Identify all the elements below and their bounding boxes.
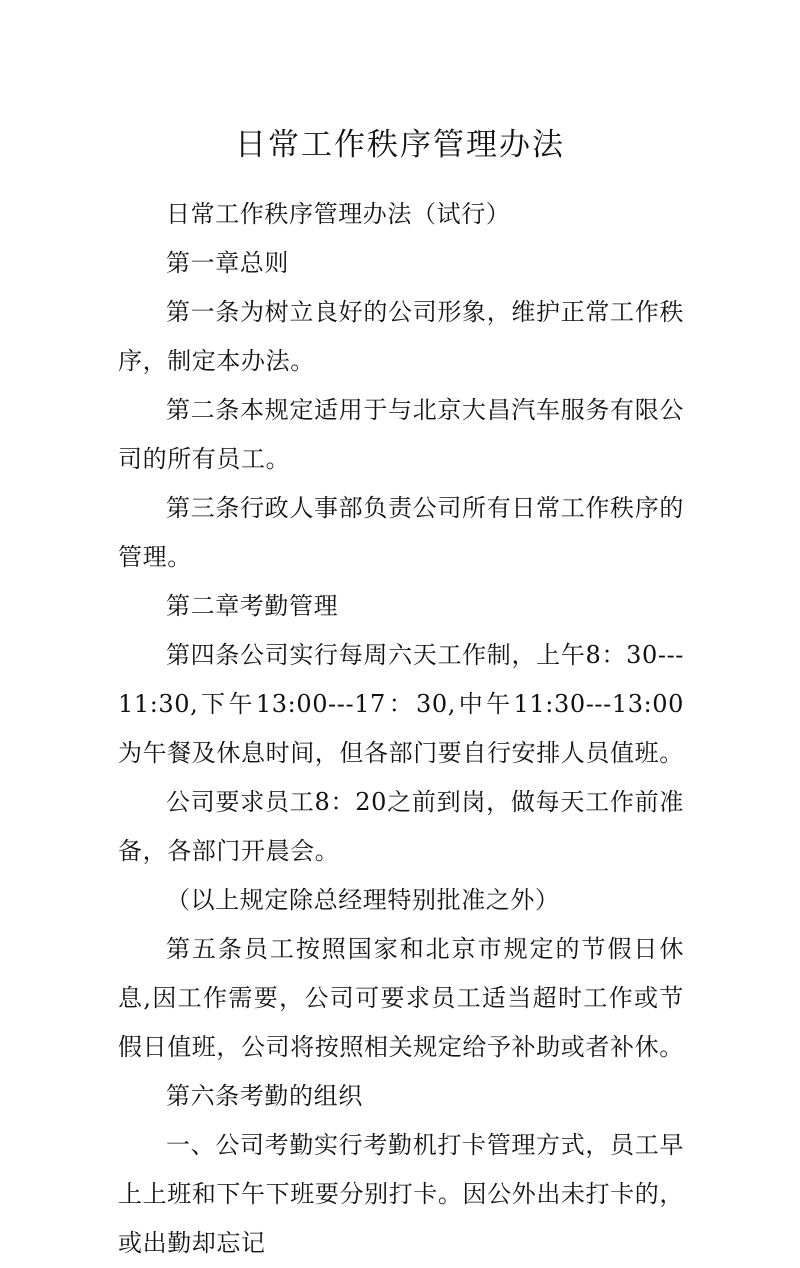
paragraph-subtitle: 日常工作秩序管理办法（试行） <box>166 200 511 228</box>
paragraph-exception-note: （以上规定除总经理特别批准之外） <box>166 886 560 914</box>
paragraph-article-1: 第一条为树立良好的公司形象，维护正常工作秩序，制定本办法。 <box>118 298 684 375</box>
paragraph-article-6: 第六条考勤的组织 <box>166 1082 363 1110</box>
paragraph-arrival-rule: 公司要求员工8：20之前到岗，做每天工作前准备，各部门开晨会。 <box>118 788 684 865</box>
paragraph-clause-1: 一、公司考勤实行考勤机打卡管理方式，员工早上上班和下午下班要分别打卡。因公外出未打卡的，或出勤却忘记 <box>118 1131 684 1257</box>
paragraph-chapter-2: 第二章考勤管理 <box>166 592 339 620</box>
document-title: 日常工作秩序管理办法 <box>235 127 565 163</box>
document-body <box>118 190 684 1268</box>
paragraph-article-5: 第五条员工按照国家和北京市规定的节假日休息,因工作需要，公司可要求员工适当超时工作或节假日值班，公司将按照相关规定给予补助或者补休。 <box>118 935 684 1061</box>
paragraph-article-4: 第四条公司实行每周六天工作制，上午8：30---11:30,下午13:00---17：30,中午11:30---13:00为午餐及休息时间，但各部门要自行安排人员值班。 <box>118 641 684 767</box>
paragraph-chapter-1: 第一章总则 <box>166 249 289 277</box>
paragraph-article-2: 第二条本规定适用于与北京大昌汽车服务有限公司的所有员工。 <box>118 396 684 473</box>
paragraph-article-3: 第三条行政人事部负责公司所有日常工作秩序的管理。 <box>118 494 684 571</box>
